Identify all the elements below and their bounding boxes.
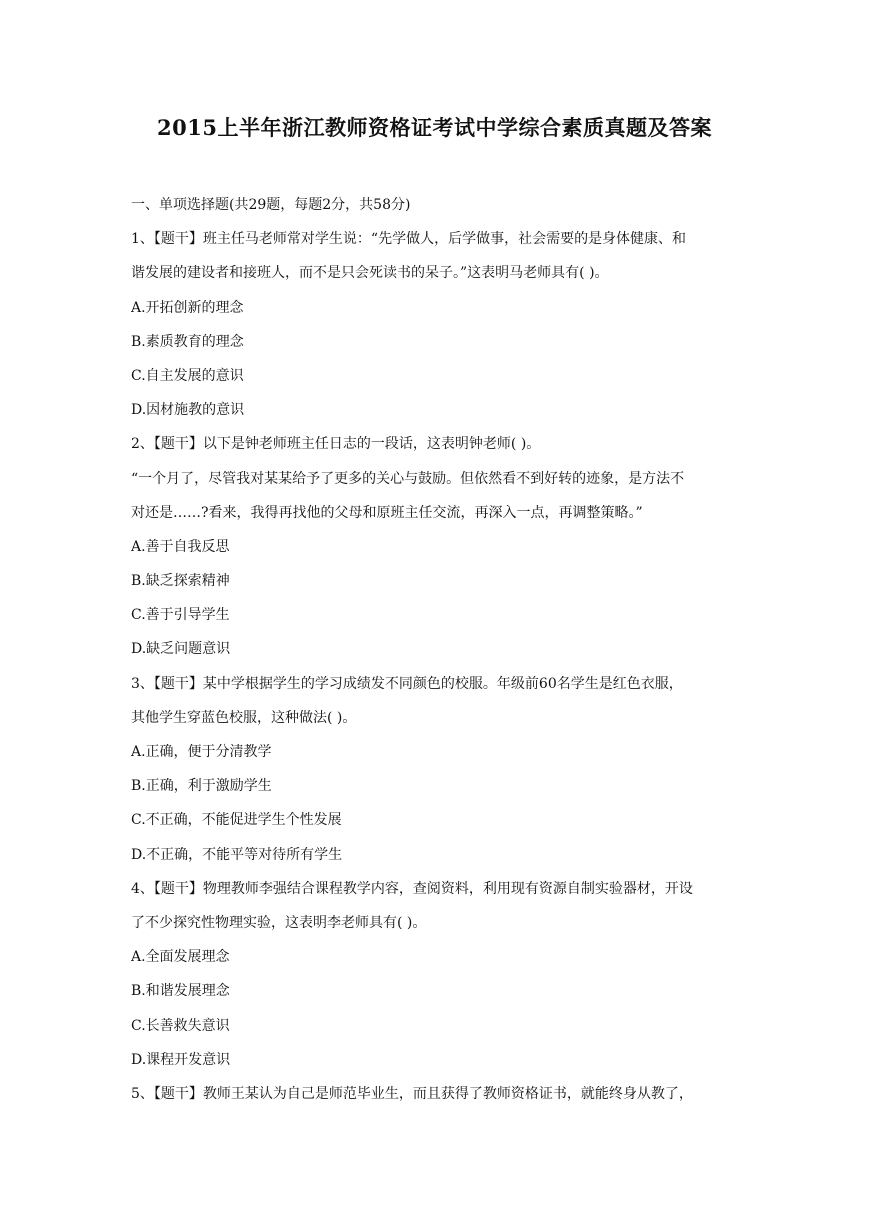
answer-option-b: B.缺乏探索精神 (131, 573, 230, 590)
answer-option-c: C.长善救失意识 (131, 1017, 230, 1034)
answer-option-d: D.课程开发意识 (131, 1051, 231, 1068)
answer-option-d: D.缺乏问题意识 (131, 641, 231, 658)
document-body (131, 188, 743, 1111)
answer-option-b: B.正确，利于激励学生 (131, 778, 272, 795)
answer-option-c: C.自主发展的意识 (131, 367, 244, 384)
question-5 (131, 1077, 743, 1111)
answer-option-a: A.正确，便于分清教学 (131, 744, 272, 760)
question-2 (131, 427, 743, 666)
question-stem-line: 5、【题干】教师王某认为自己是师范毕业生，而且获得了教师资格证书，就能终身从教了， (131, 1085, 693, 1102)
question-1 (131, 222, 743, 427)
question-stem-line: 谐发展的建设者和接班人，而不是只会死读书的呆子。”这表明马老师具有( )。 (131, 265, 609, 282)
document-title: 2015上半年浙江教师资格证考试中学综合素质真题及答案 (157, 115, 712, 140)
answer-option-b: B.和谐发展理念 (131, 983, 230, 1000)
question-quote-line: 对还是……?看来，我得再找他的父母和原班主任交流，再深入一点，再调整策略。” (131, 504, 643, 521)
question-stem-line: 2、【题干】以下是钟老师班主任日志的一段话，这表明钟老师( )。 (131, 436, 541, 453)
answer-option-d: D.因材施教的意识 (131, 402, 245, 419)
answer-option-a: A.善于自我反思 (131, 538, 230, 555)
answer-option-d: D.不正确，不能平等对待所有学生 (131, 846, 343, 863)
question-3 (131, 667, 743, 872)
answer-option-b: B.素质教育的理念 (131, 333, 244, 350)
question-quote-line: “一个月了，尽管我对某某给予了更多的关心与鼓励。但依然看不到好转的迹象，是方法不 (131, 470, 685, 487)
answer-option-c: C.善于引导学生 (131, 607, 230, 624)
section-heading: 一、单项选择题(共29题，每题2分，共58分) (131, 197, 411, 213)
question-stem-line: 1、【题干】班主任马老师常对学生说：“先学做人，后学做事，社会需要的是身体健康、和 (131, 231, 687, 248)
answer-option-c: C.不正确，不能促进学生个性发展 (131, 812, 342, 829)
question-4 (131, 872, 743, 1077)
question-stem-line: 了不少探究性物理实验，这表明李老师具有( )。 (131, 914, 427, 931)
question-stem-line: 4、【题干】物理教师李强结合课程教学内容，查阅资料，利用现有资源自制实验器材，开设 (131, 880, 693, 897)
question-stem-line: 3、【题干】某中学根据学生的学习成绩发不同颜色的校服。年级前60名学生是红色衣服， (131, 675, 683, 692)
question-stem-line: 其他学生穿蓝色校服，这种做法( )。 (131, 709, 357, 726)
answer-option-a: A.全面发展理念 (131, 949, 230, 966)
answer-option-a: A.开拓创新的理念 (131, 299, 244, 316)
